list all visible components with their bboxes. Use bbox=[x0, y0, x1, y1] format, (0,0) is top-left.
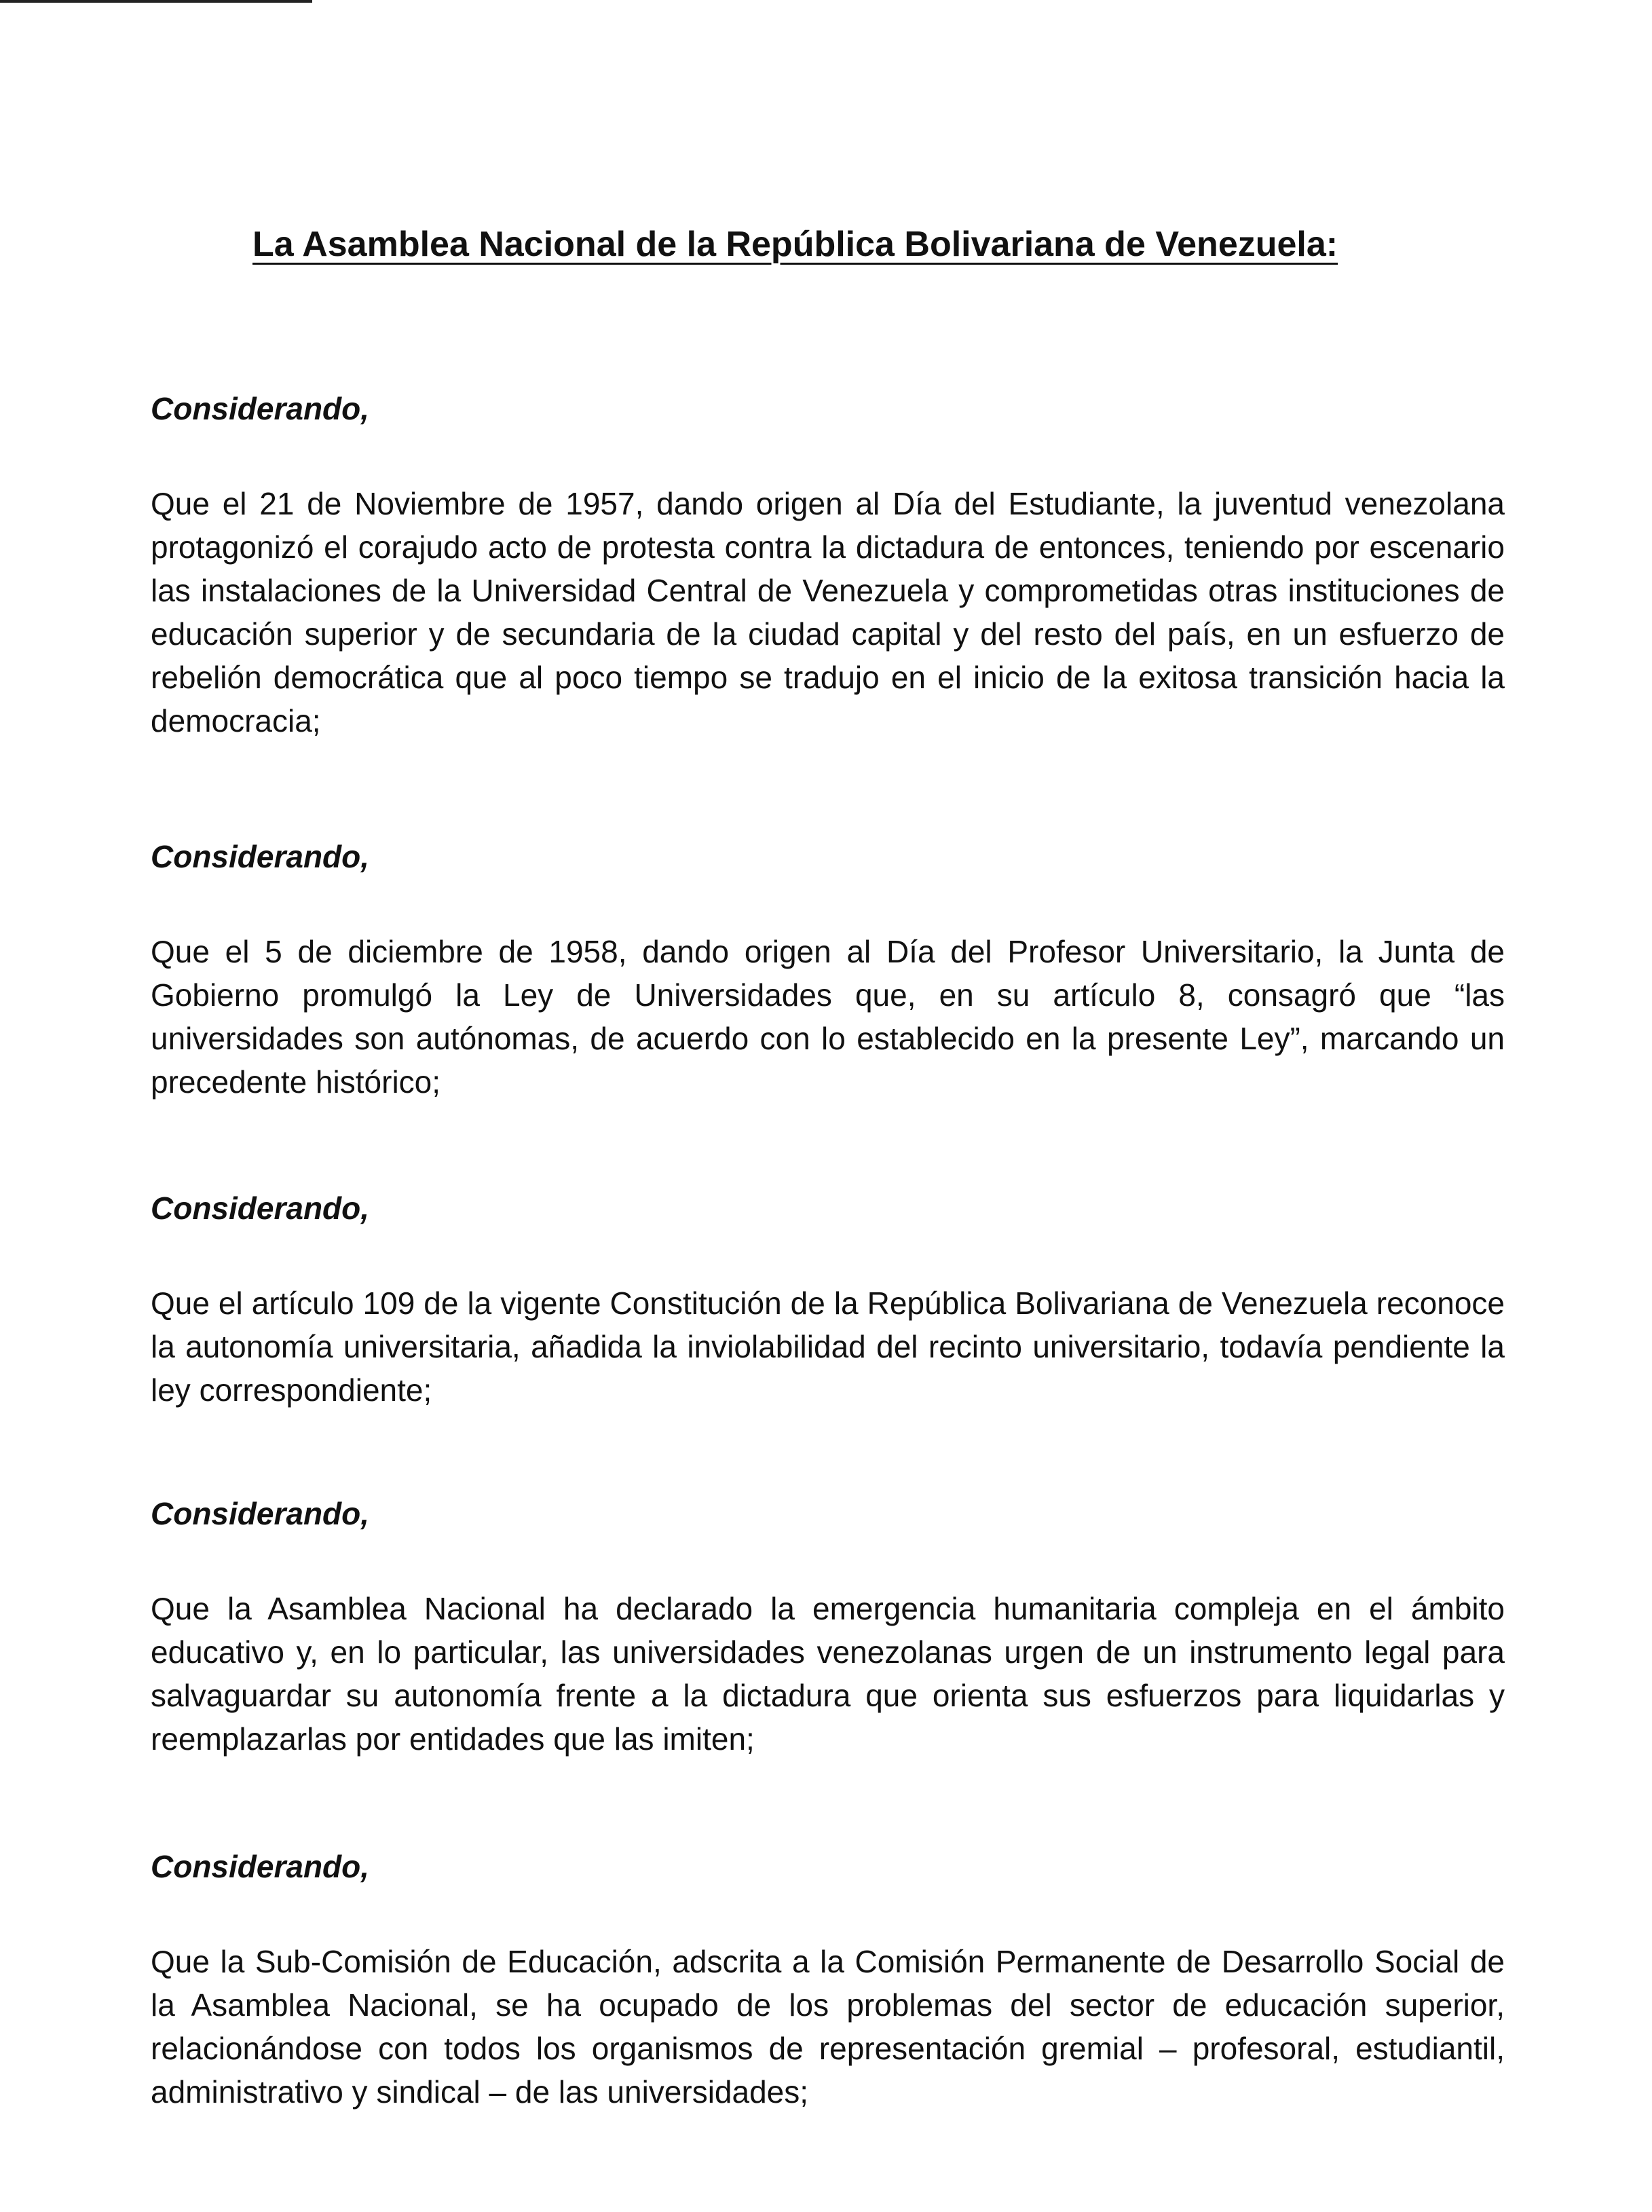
section-paragraph: Que el 5 de diciembre de 1958, dando origen al Día del Profesor Universitario, la Junta de Gobierno promulgó la Ley de Universidades que, en su artículo 8, consagró que “las universidades son autónomas, de acuerdo con lo establecido en la presente Ley”, marcando un precedente histórico; bbox=[151, 934, 1505, 1100]
section-paragraph: Que el artículo 109 de la vigente Constitución de la República Bolivariana de Venezuela reconoce la autonomía universitaria, añadida la inviolabilidad del recinto universitario, todavía pendiente la ley correspondiente; bbox=[151, 1286, 1505, 1408]
section-heading: Considerando, bbox=[151, 1496, 370, 1531]
section-2 bbox=[151, 836, 1505, 1104]
section-paragraph: Que el 21 de Noviembre de 1957, dando origen al Día del Estudiante, la juventud venezolana protagonizó el corajudo acto de protesta contra la dictadura de entonces, teniendo por escenario las instalaciones de la Universidad Central de Venezuela y comprometidas otras instituciones de educación superior y de secundaria de la ciudad capital y del resto del país, en un esfuerzo de rebelión democrática que al poco tiempo se tradujo en el inicio de la exitosa transición hacia la democracia; bbox=[151, 486, 1505, 738]
section-heading: Considerando, bbox=[151, 1849, 370, 1884]
section-5 bbox=[151, 1846, 1505, 2114]
section-4 bbox=[151, 1493, 1505, 1761]
section-heading: Considerando, bbox=[151, 1191, 370, 1226]
section-3 bbox=[151, 1188, 1505, 1412]
section-paragraph: Que la Sub-Comisión de Educación, adscrita a la Comisión Permanente de Desarrollo Social de la Asamblea Nacional, se ha ocupado de los problemas del sector de educación superior, relacionándose con todos los organismos de representación gremial – profesoral, estudiantil, administrativo y sindical – de las universidades; bbox=[151, 1944, 1505, 2110]
document-title: La Asamblea Nacional de la República Bolivariana de Venezuela: bbox=[252, 225, 1338, 264]
scan-edge-mark bbox=[0, 0, 312, 3]
section-heading: Considerando, bbox=[151, 839, 370, 874]
section-paragraph: Que la Asamblea Nacional ha declarado la emergencia humanitaria compleja en el ámbito educativo y, en lo particular, las universidades venezolanas urgen de un instrumento legal para salvaguardar su autonomía frente a la dictadura que orienta sus esfuerzos para liquidarlas y reemplazarlas por entidades que las imiten; bbox=[151, 1591, 1505, 1757]
section-1 bbox=[151, 388, 1505, 743]
section-heading: Considerando, bbox=[151, 391, 370, 426]
